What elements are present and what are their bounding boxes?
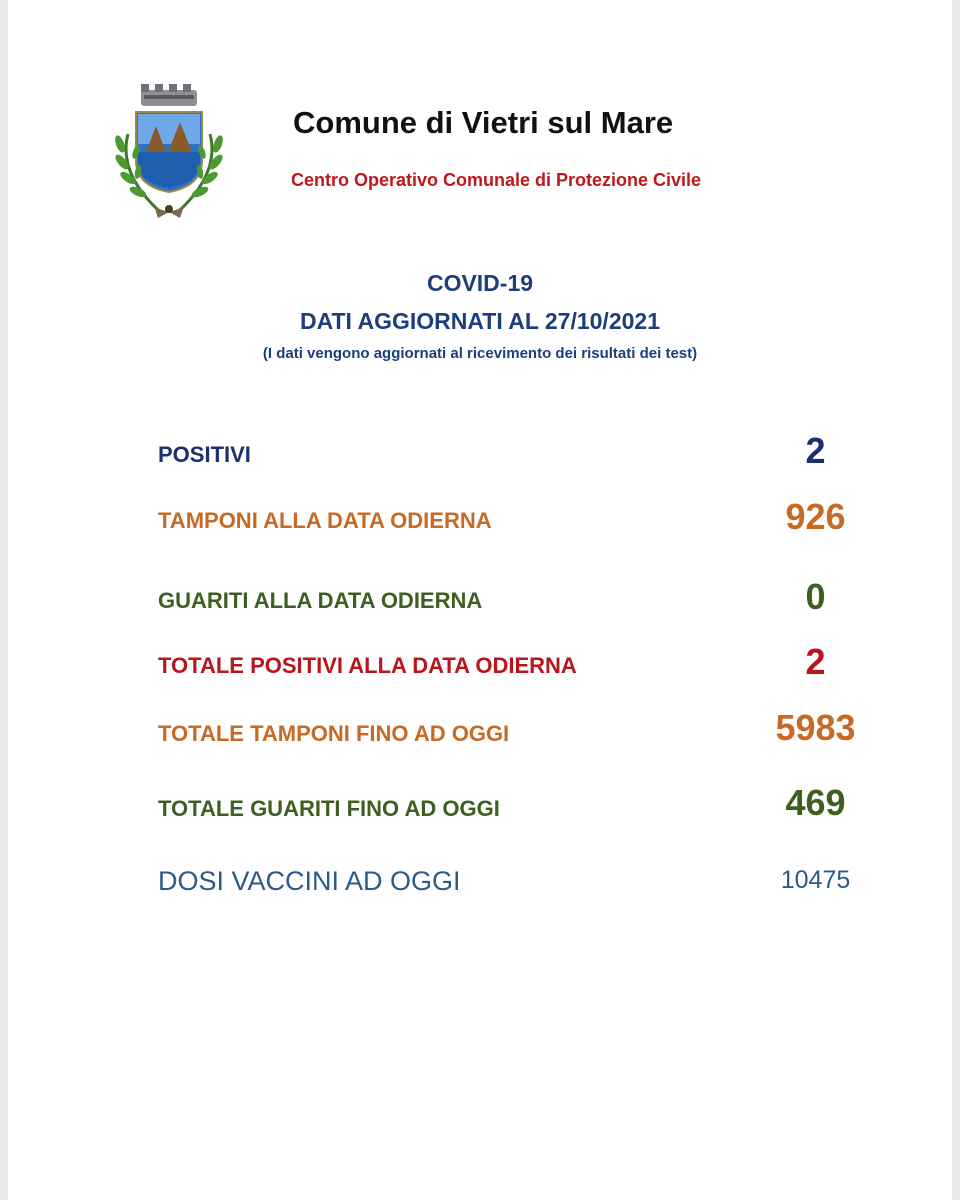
- report-date: DATI AGGIORNATI AL 27/10/2021: [299, 308, 660, 334]
- stat-label-totale-guariti: TOTALE GUARITI FINO AD OGGI: [158, 796, 500, 821]
- stat-label-totale-tamponi: TOTALE TAMPONI FINO AD OGGI: [158, 721, 510, 746]
- municipality-title: Comune di Vietri sul Mare: [293, 105, 674, 140]
- stat-value-dosi-vaccini: 10475: [780, 866, 851, 894]
- civil-protection-subtitle: Centro Operativo Comunale di Protezione Civile: [291, 170, 702, 190]
- stat-label-positivi: POSITIVI: [158, 442, 251, 467]
- municipal-crest-icon: [106, 82, 232, 224]
- stat-label-totale-positivi: TOTALE POSITIVI ALLA DATA ODIERNA: [158, 653, 577, 678]
- stat-value-positivi: 2: [805, 430, 826, 471]
- stat-label-tamponi-oggi: TAMPONI ALLA DATA ODIERNA: [158, 508, 492, 533]
- stat-label-guariti-oggi: GUARITI ALLA DATA ODIERNA: [158, 588, 483, 613]
- stat-value-totale-tamponi: 5983: [775, 707, 856, 748]
- stat-label-dosi-vaccini: DOSI VACCINI AD OGGI: [158, 866, 461, 896]
- stat-value-tamponi-oggi: 926: [785, 496, 846, 537]
- document-page: [8, 0, 952, 1200]
- stat-value-guariti-oggi: 0: [805, 576, 826, 617]
- report-topic: COVID-19: [426, 270, 534, 296]
- report-note: (I dati vengono aggiornati al ricevimento dei risultati dei test): [262, 345, 698, 362]
- stat-value-totale-guariti: 469: [785, 782, 846, 823]
- stat-value-totale-positivi: 2: [805, 641, 826, 682]
